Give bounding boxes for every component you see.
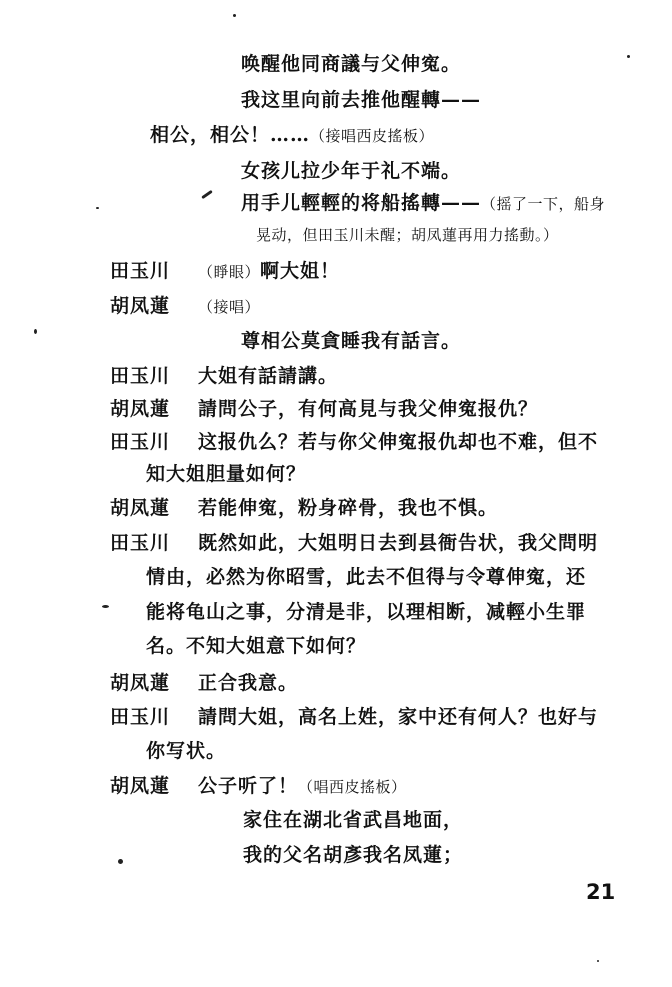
continuation-line: 名。不知大姐意下如何？: [146, 635, 367, 657]
scan-speck: [102, 605, 109, 608]
lyric-line: 我的父名胡彥我名凤蓮；: [243, 844, 464, 866]
stage-direction: （摇了一下，船身: [481, 195, 606, 213]
stage-direction: （唱西皮搖板）: [298, 778, 407, 796]
scan-speck: [96, 207, 99, 209]
lyric-line: 女孩儿拉少年于礼不端。: [241, 160, 462, 182]
speaker-name: 田玉川: [110, 431, 171, 453]
dialogue-line: 胡凤蓮 正合我意。: [110, 669, 298, 697]
dialogue-line: 胡凤蓮 若能伸寃，粉身碎骨，我也不惧。: [110, 494, 498, 522]
speaker-name: 胡凤蓮: [110, 497, 171, 519]
lyric-line: 尊相公莫貪睡我有話言。: [241, 330, 462, 352]
speaker-name: 胡凤蓮: [110, 398, 171, 420]
scan-speck: [34, 329, 37, 334]
scan-speck: [118, 859, 123, 864]
stage-direction: （睜眼）: [198, 263, 261, 281]
lyric-line: 用手儿輕輕的将船搖轉——（摇了一下，船身: [241, 192, 606, 214]
lyric-line: 相公，相公！……（接唱西皮搖板）: [150, 124, 435, 146]
stage-direction: （接唱）: [198, 298, 261, 316]
dialogue-line: 田玉川 既然如此，大姐明日去到县衙告状，我父問明: [110, 529, 598, 557]
speaker-name: 田玉川: [110, 260, 171, 282]
scan-speck: [233, 14, 236, 17]
continuation-line: 你写状。: [146, 740, 227, 762]
scan-speck: [627, 55, 630, 58]
dialogue-line: 田玉川 这报仇么？若与你父伸寃报仇却也不难，但不: [110, 428, 598, 456]
dialogue-line: 胡凤蓮 公子听了！（唱西皮搖板）: [110, 772, 407, 801]
speaker-name: 胡凤蓮: [110, 295, 171, 317]
speaker-name: 胡凤蓮: [110, 672, 171, 694]
dialogue-line: 田玉川 （睜眼）啊大姐！: [110, 257, 340, 286]
speaker-name: 田玉川: [110, 706, 171, 728]
dialogue-line: [110, 292, 260, 321]
lyric-line: 家住在湖北省武昌地面，: [243, 809, 464, 831]
dialogue-line: 田玉川 大姐有話請講。: [110, 362, 338, 390]
continuation-line: 情由，必然为你昭雪，此去不但得与令尊伸寃，还: [146, 566, 587, 588]
speaker-name: 田玉川: [110, 532, 171, 554]
lyric-line: 我这里向前去推他醒轉——: [241, 89, 482, 111]
continuation-line: 知大姐胆量如何？: [146, 463, 307, 485]
stage-direction: 晃动，但田玉川未醒；胡凤蓮再用力搖動。）: [256, 226, 559, 244]
dialogue-line: 胡凤蓮 請問公子，有何高見与我父伸寃报仇？: [110, 395, 538, 423]
dialogue-line: 田玉川 請問大姐，高名上姓，家中还有何人？也好与: [110, 703, 598, 731]
speaker-name: 田玉川: [110, 365, 171, 387]
scan-speck: [597, 960, 599, 962]
stage-direction: （接唱西皮搖板）: [310, 127, 435, 145]
continuation-line: 能将龟山之事，分清是非，以理相断，减輕小生罪: [146, 601, 587, 623]
lyric-line: 唤醒他同商議与父伸寃。: [241, 53, 462, 75]
scan-speck: [201, 190, 213, 199]
speaker-name: 胡凤蓮: [110, 775, 171, 797]
page-number: 21: [586, 880, 616, 904]
